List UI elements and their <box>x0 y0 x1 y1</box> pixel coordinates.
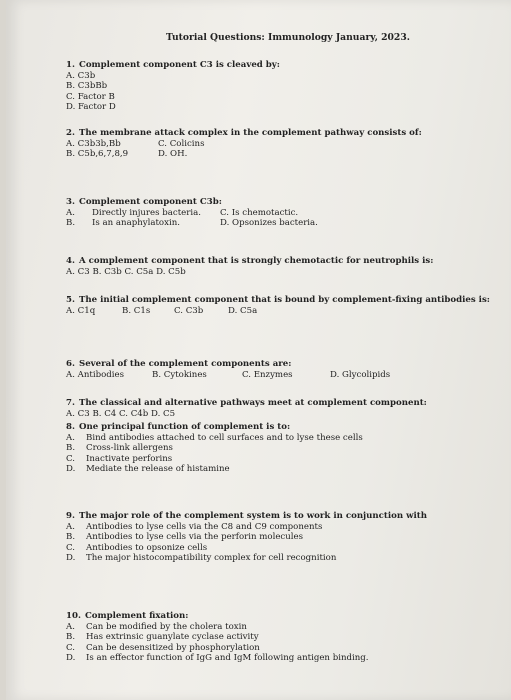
question-6 <box>66 359 496 380</box>
option-a: Directly injures bacteria. <box>92 207 201 218</box>
option-d: D. OH. <box>158 149 188 160</box>
option-b: B. Cross-link allergens <box>66 443 173 454</box>
option-d: D. The major histocompatibility complex for cell recognition <box>66 553 337 564</box>
question-7 <box>66 398 496 419</box>
option-label: A. <box>66 207 75 218</box>
option-c: C. Enzymes <box>242 369 293 380</box>
question-stem: 9. The major role of the complement system is to work in conjunction with <box>66 511 427 521</box>
question-stem: 3. Complement component C3b: <box>66 197 222 207</box>
option-c: C. Inactivate perforins <box>66 453 173 464</box>
question-9 <box>66 511 496 564</box>
option-a: A. C3b <box>66 70 96 81</box>
option-d: D. C5a <box>228 305 258 316</box>
option-c: C. C3b <box>174 305 204 316</box>
option-b: B. C1s <box>122 305 151 316</box>
option-a: A. C1q <box>66 305 96 316</box>
document-title: Tutorial Questions: Immunology January, 2023. <box>166 32 410 43</box>
question-8 <box>66 422 496 475</box>
question-stem: 10. Complement fixation: <box>66 611 189 621</box>
question-stem: 6. Several of the complement components are: <box>66 359 292 369</box>
question-3 <box>66 197 496 229</box>
option-row <box>66 139 496 150</box>
option-b: B. C3bBb <box>66 81 108 92</box>
question-10 <box>66 611 496 664</box>
option-d: D. Mediate the release of histamine <box>66 464 230 475</box>
option-row <box>66 218 496 229</box>
option-c: C. Factor B <box>66 91 115 102</box>
option-b: Is an anaphylatoxin. <box>92 218 180 229</box>
option-b: B. Antibodies to lyse cells via the perforin molecules <box>66 532 304 543</box>
option-d: D. Glycolipids <box>330 369 391 380</box>
question-stem: 1. Complement component C3 is cleaved by: <box>66 60 280 70</box>
option-d: D. Is an effector function of IgG and IgM following antigen binding. <box>66 653 369 664</box>
option-d: D. Opsonizes bacteria. <box>220 218 318 229</box>
question-stem: 4. A complement component that is strongly chemotactic for neutrophils is: <box>66 256 434 266</box>
option-a: A. Antibodies to lyse cells via the C8 and C9 components <box>66 521 323 532</box>
option-row <box>66 370 496 381</box>
question-5 <box>66 295 496 316</box>
option-row <box>66 149 496 160</box>
question-stem: 7. The classical and alternative pathways meet at complement component: <box>66 398 427 408</box>
option-b: B. Has extrinsic guanylate cyclase activity <box>66 632 259 643</box>
option-c: C. Colicins <box>158 138 205 149</box>
question-stem: 8. One principal function of complement is to: <box>66 422 291 432</box>
option-line: A. C3 B. C4 C. C4b D. C5 <box>66 408 176 419</box>
question-4 <box>66 256 496 277</box>
option-d: D. Factor D <box>66 102 116 113</box>
document-page <box>6 0 511 700</box>
question-2 <box>66 128 496 160</box>
option-c: C. Antibodies to opsonize cells <box>66 542 208 553</box>
option-a: A. Antibodies <box>66 369 125 380</box>
question-stem: 2. The membrane attack complex in the complement pathway consists of: <box>66 128 422 138</box>
option-a: A. C3b3b,Bb <box>66 138 121 149</box>
option-a: A. Can be modified by the cholera toxin <box>66 621 247 632</box>
option-b: B. C5b,6,7,8,9 <box>66 149 129 160</box>
option-line: A. C3 B. C3b C. C5a D. C5b <box>66 266 186 277</box>
option-a: A. Bind antibodies attached to cell surfaces and to lyse these cells <box>66 432 363 443</box>
option-b: B. Cytokines <box>152 369 207 380</box>
option-c: C. Can be desensitized by phosphorylation <box>66 642 260 653</box>
question-1 <box>66 60 496 113</box>
option-row <box>66 208 496 219</box>
option-row <box>66 306 496 317</box>
option-label: B. <box>66 218 76 229</box>
question-stem: 5. The initial complement component that is bound by complement-fixing antibodies is: <box>66 295 490 305</box>
option-c: C. Is chemotactic. <box>220 207 299 218</box>
